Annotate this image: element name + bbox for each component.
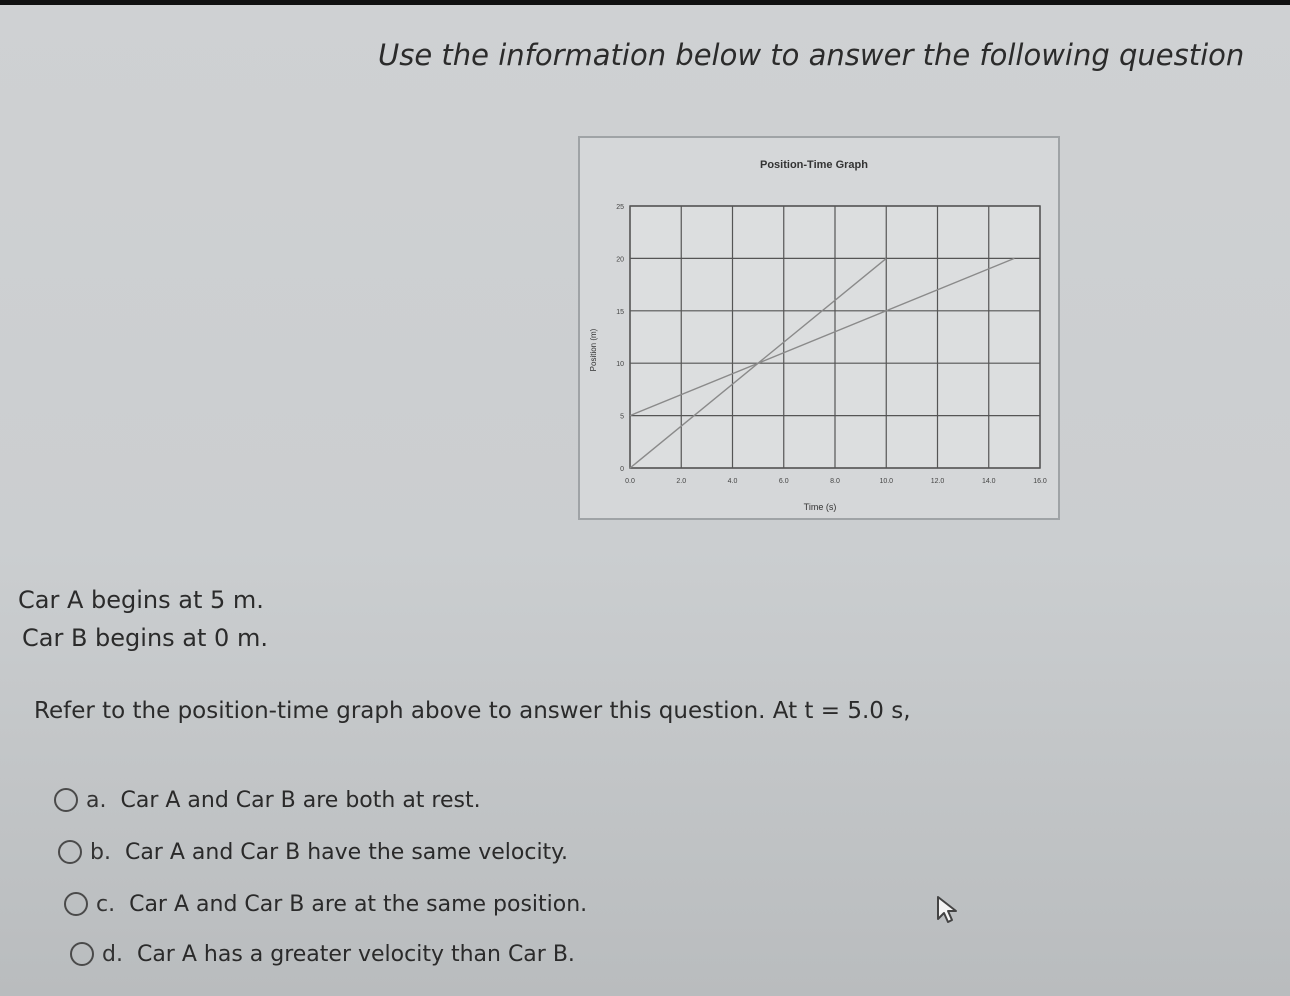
x-tick-label: 12.0 — [930, 478, 945, 485]
y-axis-label: Position (m) — [589, 328, 598, 372]
x-tick-label: 16.0 — [1033, 478, 1047, 485]
y-tick-label: 5 — [620, 413, 624, 421]
graph-frame — [578, 136, 1060, 520]
top-edge — [0, 0, 1290, 5]
y-tick-label: 10 — [616, 361, 624, 369]
radio-d[interactable] — [70, 942, 94, 966]
car-a-fact: Car A begins at 5 m. — [18, 586, 264, 614]
option-d-letter: d. — [102, 941, 123, 967]
x-tick-label: 8.0 — [830, 478, 840, 485]
x-axis-label: Time (s) — [803, 502, 837, 512]
option-b-letter: b. — [90, 839, 111, 865]
chart-grid — [630, 206, 1040, 468]
chart-title: Position-Time Graph — [760, 159, 868, 171]
x-tick-label: 4.0 — [727, 478, 738, 485]
y-tick-label: 25 — [616, 204, 624, 211]
x-tick-label: 6.0 — [778, 478, 789, 485]
position-time-chart — [580, 138, 1058, 518]
option-a-text: Car A and Car B are both at rest. — [120, 787, 481, 813]
option-d[interactable] — [70, 936, 575, 972]
x-tick-label: 0.0 — [625, 478, 635, 485]
option-c-letter: c. — [96, 891, 116, 917]
radio-a[interactable] — [54, 788, 78, 812]
y-tick-label: 0 — [620, 466, 624, 473]
question-text: Refer to the position-time graph above to answer this question. At t = 5.0 s, — [34, 698, 911, 724]
option-b[interactable] — [58, 834, 568, 870]
instruction-text: Use the information below to answer the following question — [378, 38, 1245, 72]
y-tick-label: 15 — [616, 308, 624, 316]
option-b-text: Car A and Car B have the same velocity. — [124, 839, 569, 865]
x-tick-label: 2.0 — [676, 478, 687, 485]
x-tick-label: 14.0 — [981, 478, 996, 485]
radio-c[interactable] — [64, 892, 88, 916]
x-tick-labels — [625, 478, 1047, 485]
option-c-text: Car A and Car B are at the same position. — [129, 891, 588, 917]
x-tick-label: 10.0 — [879, 478, 894, 485]
option-a-letter: a. — [86, 787, 107, 813]
option-d-text: Car A has a greater velocity than Car B. — [136, 941, 575, 967]
option-c[interactable] — [64, 886, 587, 922]
radio-b[interactable] — [58, 840, 82, 864]
cursor-arrow-icon — [934, 894, 960, 924]
car-b-fact: Car B begins at 0 m. — [22, 624, 268, 652]
y-tick-labels — [616, 204, 624, 473]
option-a[interactable] — [54, 782, 481, 818]
y-tick-label: 20 — [616, 256, 624, 264]
